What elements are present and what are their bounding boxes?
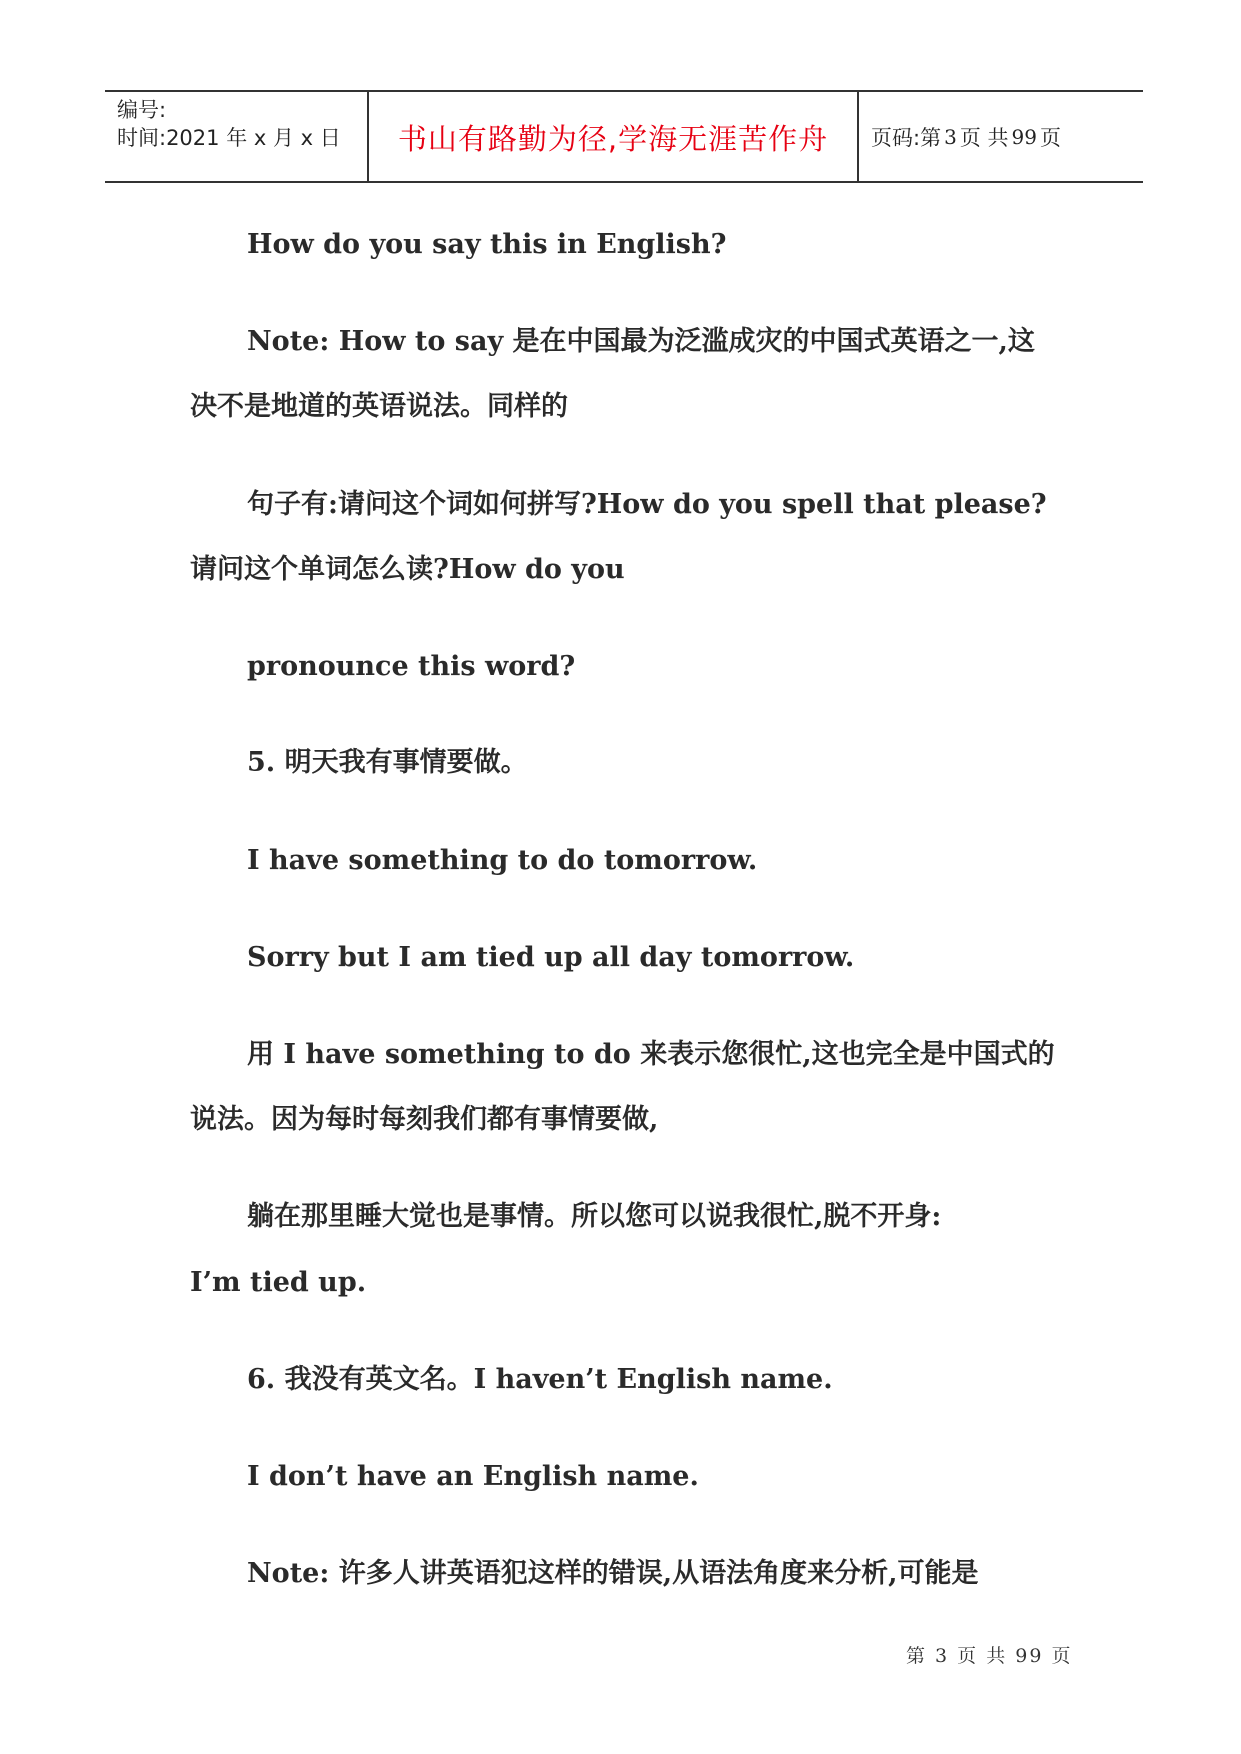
serial-number-label: 编号:	[117, 98, 167, 122]
page-prefix: 页码:第	[871, 125, 942, 150]
page-header	[105, 90, 1143, 183]
body-line: Sorry but I am tied up all day tomorrow.	[247, 942, 855, 973]
page-suffix: 页	[1039, 125, 1061, 150]
page-current-number: 3	[944, 124, 957, 149]
body-line: Note: 许多人讲英语犯这样的错误,从语法角度来分析,可能是	[247, 1558, 979, 1589]
date-label: 时间:2021 年 x 月 x 日	[117, 126, 341, 150]
body-line: 句子有:请问这个词如何拼写?How do you spell that please?	[247, 489, 1047, 520]
body-line: 决不是地道的英语说法。同样的	[190, 391, 568, 422]
body-line: 6. 我没有英文名。I haven’t English name.	[247, 1364, 833, 1395]
page-mid: 页 共	[959, 125, 1009, 150]
header-motto-cell	[369, 92, 859, 181]
page-footer: 第 3 页 共 99 页	[906, 1645, 1073, 1667]
motto-text: 书山有路勤为径,学海无涯苦作舟	[397, 122, 829, 156]
page-total-number: 99	[1011, 124, 1037, 149]
header-page-cell	[859, 92, 1143, 181]
body-line: I’m tied up.	[190, 1267, 367, 1298]
body-line: I have something to do tomorrow.	[247, 845, 758, 876]
body-line: I don’t have an English name.	[247, 1461, 699, 1492]
body-line: 5. 明天我有事情要做。	[247, 747, 528, 778]
body-line: pronounce this word?	[247, 651, 576, 682]
body-line: How do you say this in English?	[247, 229, 727, 260]
body-line: 躺在那里睡大觉也是事情。所以您可以说我很忙,脱不开身:	[247, 1201, 942, 1232]
body-line: 说法。因为每时每刻我们都有事情要做,	[190, 1104, 659, 1135]
body-line: 用 I have something to do 来表示您很忙,这也完全是中国式的	[247, 1039, 1055, 1070]
body-line: Note: How to say 是在中国最为泛滥成灾的中国式英语之一,这	[247, 326, 1035, 357]
header-meta-cell	[105, 92, 369, 181]
body-line: 请问这个单词怎么读?How do you	[190, 554, 625, 585]
